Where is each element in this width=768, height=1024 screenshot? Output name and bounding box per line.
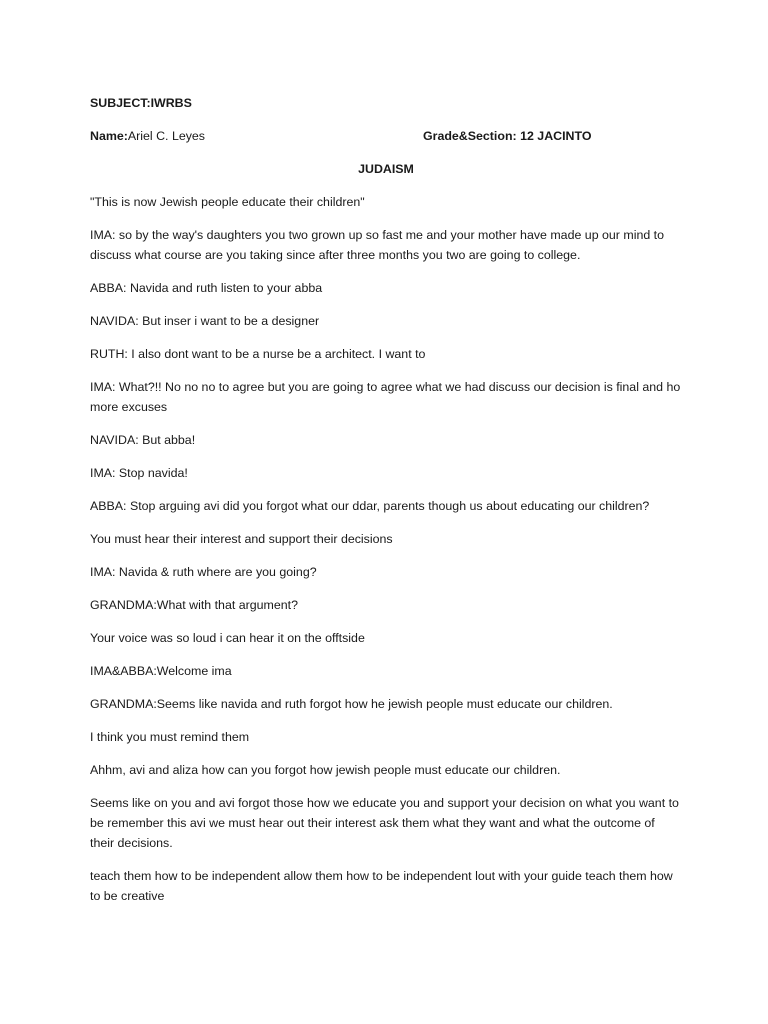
script-line: GRANDMA:Seems like navida and ruth forgot how he jewish people must educate our children. xyxy=(90,697,613,711)
name-label: Name: xyxy=(90,129,128,143)
name-grade-row xyxy=(90,126,682,146)
name-value: Ariel C. Leyes xyxy=(127,129,206,143)
subject-line: SUBJECT:IWRBS xyxy=(90,96,192,110)
script-line: IMA&ABBA:Welcome ima xyxy=(90,664,232,678)
grade-value: 12 JACINTO xyxy=(516,129,592,143)
document-title: JUDAISM xyxy=(358,162,414,176)
student-name xyxy=(90,126,205,146)
script-line: teach them how to be independent allow them how to be independent lout with your guide teach them how to be creative xyxy=(90,869,673,903)
script-line: ABBA: Navida and ruth listen to your abba xyxy=(90,281,323,295)
script-line: IMA: Stop navida! xyxy=(90,466,188,480)
script-line: NAVIDA: But abba! xyxy=(90,433,196,447)
document-page xyxy=(90,93,682,919)
script-line: ABBA: Stop arguing avi did you forgot what our ddar, parents though us about educating our children? xyxy=(90,499,650,513)
script-line: "This is now Jewish people educate their children" xyxy=(90,195,365,209)
script-line: GRANDMA:What with that argument? xyxy=(90,598,298,612)
script-line: You must hear their interest and support their decisions xyxy=(90,532,393,546)
script-line: Your voice was so loud i can hear it on the offtside xyxy=(90,631,365,645)
grade-section xyxy=(423,126,591,146)
script-line: NAVIDA: But inser i want to be a designer xyxy=(90,314,320,328)
script-line: IMA: What?!! No no no to agree but you are going to agree what we had discuss our decision is final and ho more excuses xyxy=(90,380,681,414)
script-line: RUTH: I also dont want to be a nurse be a architect. I want to xyxy=(90,347,426,361)
script-line: Ahhm, avi and aliza how can you forgot how jewish people must educate our children. xyxy=(90,763,561,777)
script-line: IMA: so by the way's daughters you two grown up so fast me and your mother have made up our mind to discuss what course are you taking since after three months you two are going to college. xyxy=(90,228,665,262)
script-line: I think you must remind them xyxy=(90,730,250,744)
script-line: Seems like on you and avi forgot those how we educate you and support your decision on what you want to be remember this avi we must hear out their interest ask them what they want and what the outcome of their decisions. xyxy=(90,796,679,850)
grade-label: Grade&Section: xyxy=(423,129,517,143)
script-line: IMA: Navida & ruth where are you going? xyxy=(90,565,317,579)
